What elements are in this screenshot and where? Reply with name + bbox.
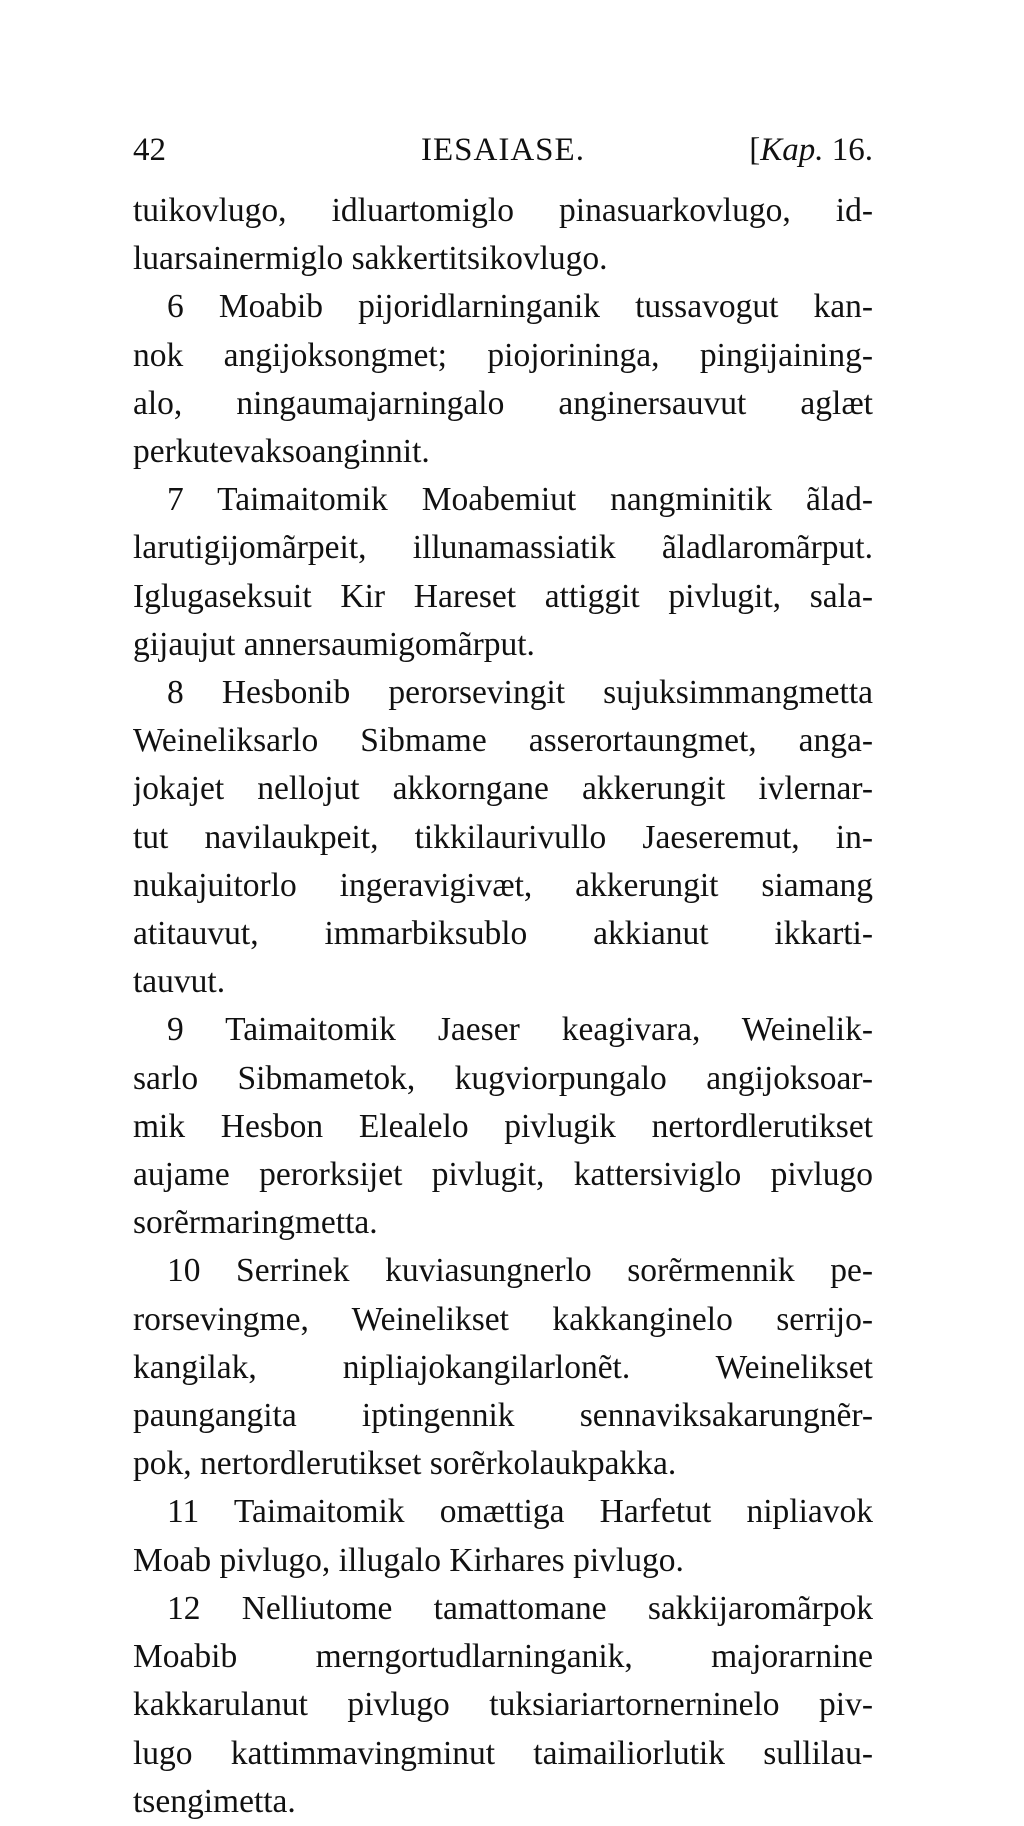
text-line: kakkarulanut pivlugo tuksiariartornerninelo piv- <box>133 1686 873 1724</box>
text-line: nukajuitorlo ingeravigivæt, akkerungit siamang <box>133 866 873 904</box>
text-line: mik Hesbon Elealelo pivlugik nertordlerutikset <box>133 1107 873 1145</box>
text-line: sorẽrmaringmetta. <box>133 1204 378 1242</box>
page <box>133 125 873 1826</box>
text-line: sarlo Sibmametok, kugviorpungalo angijoksoar- <box>133 1059 873 1097</box>
text-line: paungangita iptingennik sennaviksakarungnẽr- <box>133 1397 873 1435</box>
text-line: 7 Taimaitomik Moabemiut nangminitik ãlad- <box>167 481 873 519</box>
text-line: tsengimetta. <box>133 1782 296 1820</box>
text-line: Weineliksarlo Sibmame asserortaungmet, anga- <box>133 722 873 760</box>
text-line: larutigijomãrpeit, illunamassiatik ãladlaromãrput. <box>133 529 873 567</box>
text-line: 8 Hesbonib perorsevingit sujuksimmangmetta <box>167 674 873 712</box>
page-number: 42 <box>133 132 166 168</box>
text-line: 11 Taimaitomik omættiga Harfetut nipliavok <box>167 1493 873 1531</box>
text-line: perkutevaksoanginnit. <box>133 433 430 471</box>
chapter-bracket: [ <box>749 132 761 168</box>
chapter-label: Kap. <box>760 132 824 168</box>
text-line: kangilak, nipliajokangilarlonẽt. Weinelikset <box>133 1348 873 1386</box>
chapter-number: 16. <box>823 132 873 168</box>
text-line: lugo kattimmavingminut taimailiorlutik sullilau- <box>133 1734 873 1772</box>
text-line: jokajet nellojut akkorngane akkerungit ivlernar- <box>133 770 873 808</box>
text-line: 9 Taimaitomik Jaeser keagivara, Weinelik- <box>167 1011 873 1049</box>
text-line: Iglugaseksuit Kir Hareset attiggit pivlugit, sala- <box>133 577 873 615</box>
text-line: nok angijoksongmet; piojorininga, pingijaining- <box>133 336 873 374</box>
text-line: 10 Serrinek kuviasungnerlo sorẽrmennik pe- <box>167 1252 873 1290</box>
text-line: atitauvut, immarbiksublo akkianut ikkarti- <box>133 915 873 953</box>
text-line: 12 Nelliutome tamattomane sakkijaromãrpok <box>167 1589 873 1627</box>
text-line: rorsevingme, Weinelikset kakkanginelo serrijo- <box>133 1300 873 1338</box>
running-header <box>133 125 873 175</box>
text-line: tut navilaukpeit, tikkilaurivullo Jaeseremut, in- <box>133 818 873 856</box>
text-line: pok, nertordlerutikset sorẽrkolaukpakka. <box>133 1445 677 1483</box>
text-line: aujame perorksijet pivlugit, kattersiviglo pivlugo <box>133 1156 873 1194</box>
text-line: 6 Moabib pijoridlarninganik tussavogut kan- <box>167 288 873 326</box>
text-line: Moab pivlugo, illugalo Kirhares pivlugo. <box>133 1541 684 1579</box>
running-title: IESAIASE. <box>421 132 585 168</box>
text-line: tuikovlugo, idluartomiglo pinasuarkovlugo, id- <box>133 192 873 229</box>
text-line: Moabib merngortudlarninganik, majorarnine <box>133 1638 873 1676</box>
text-line: alo, ningaumajarningalo anginersauvut aglæt <box>133 384 873 422</box>
text-line: luarsainermiglo sakkertitsikovlugo. <box>133 240 608 278</box>
text-line: gijaujut annersaumigomãrput. <box>133 625 535 663</box>
body-text <box>133 187 873 1826</box>
text-line: tauvut. <box>133 963 226 1001</box>
chapter-reference <box>749 125 873 175</box>
